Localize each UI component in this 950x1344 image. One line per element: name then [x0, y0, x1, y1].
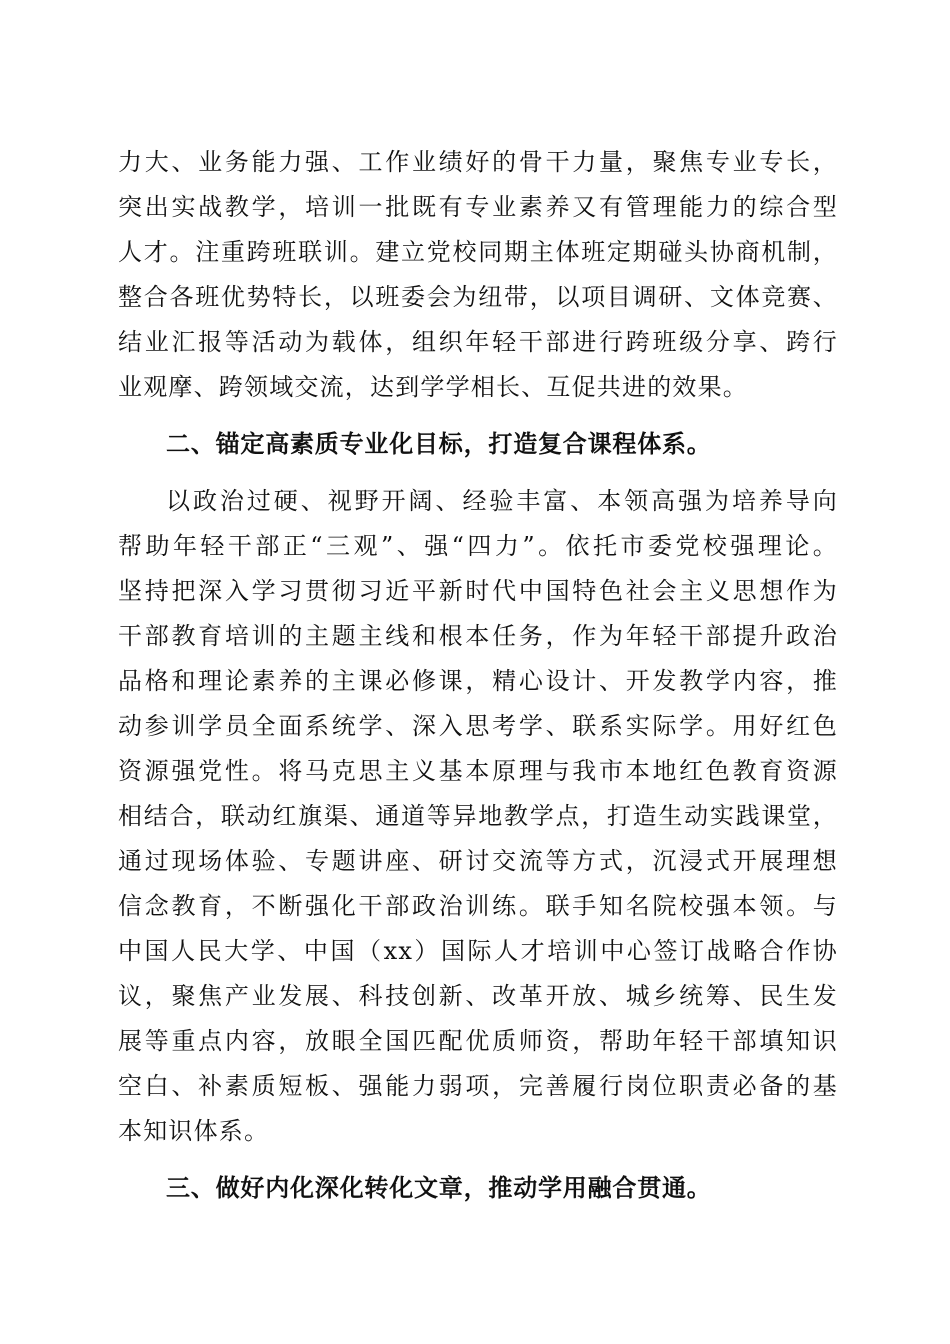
- text-line: 整合各班优势特长，以班委会为纽带，以项目调研、文体竞赛、: [118, 283, 838, 311]
- text-line: 干部教育培训的主题主线和根本任务，作为年轻干部提升政治: [118, 622, 838, 650]
- text-line: 以政治过硬、视野开阔、经验丰富、本领高强为培养导向: [166, 487, 838, 515]
- text-line: 动参训学员全面系统学、深入思考学、联系实际学。用好红色: [118, 712, 838, 740]
- text-line: 信念教育，不断强化干部政治训练。联手知名院校强本领。与: [118, 892, 838, 920]
- text-line: 帮助年轻干部正“三观”、强“四力”。依托市委党校强理论。: [118, 532, 838, 560]
- text-line: 中国人民大学、中国（xx）国际人才培训中心签订战略合作协: [118, 937, 838, 965]
- text-line: 力大、业务能力强、工作业绩好的骨干力量，聚焦专业专长，: [118, 148, 838, 176]
- text-line: 通过现场体验、专题讲座、研讨交流等方式，沉浸式开展理想: [118, 847, 838, 875]
- text-line: 品格和理论素养的主课必修课，精心设计、开发教学内容，推: [118, 667, 838, 695]
- section-heading-3: 三、做好内化深化转化文章，推动学用融合贯通。: [166, 1174, 712, 1202]
- text-line: 议，聚焦产业发展、科技创新、改革开放、城乡统筹、民生发: [118, 982, 838, 1010]
- text-line: 突出实战教学，培训一批既有专业素养又有管理能力的综合型: [118, 193, 838, 221]
- text-line: 空白、补素质短板、强能力弱项，完善履行岗位职责必备的基: [118, 1072, 838, 1100]
- text-line: 本知识体系。: [118, 1117, 270, 1145]
- text-line: 人才。注重跨班联训。建立党校同期主体班定期碰头协商机制，: [118, 238, 838, 266]
- text-line: 资源强党性。将马克思主义基本原理与我市本地红色教育资源: [118, 757, 838, 785]
- text-line: 坚持把深入学习贯彻习近平新时代中国特色社会主义思想作为: [118, 577, 838, 605]
- text-line: 相结合，联动红旗渠、通道等异地教学点，打造生动实践课堂，: [118, 802, 838, 830]
- text-line: 展等重点内容，放眼全国匹配优质师资，帮助年轻干部填知识: [118, 1027, 838, 1055]
- section-heading-2: 二、锚定高素质专业化目标，打造复合课程体系。: [166, 430, 712, 458]
- text-line: 结业汇报等活动为载体，组织年轻干部进行跨班级分享、跨行: [118, 328, 838, 356]
- document-body: [118, 140, 838, 1211]
- text-line: 业观摩、跨领域交流，达到学学相长、互促共进的效果。: [118, 373, 748, 401]
